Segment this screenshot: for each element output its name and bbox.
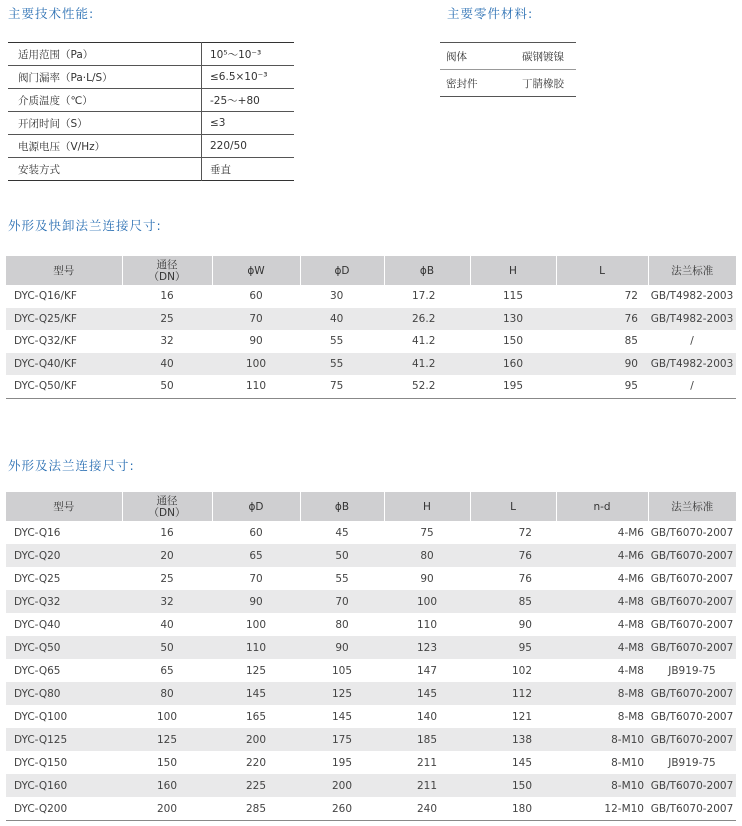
table-cell: 95 [470, 636, 556, 659]
table-cell: DYC-Q16 [14, 526, 61, 539]
table-cell: 145 [331, 710, 353, 723]
table-cell: / [690, 335, 694, 348]
table-cell: GB/T4982-2003 [648, 353, 736, 376]
table-row [6, 728, 736, 751]
table-cell: 76 [518, 572, 532, 585]
row-label: 适用范围（Pa） [8, 43, 202, 66]
table-cell: 200 [300, 774, 384, 797]
table-cell: 40 [300, 308, 384, 331]
table-cell: GB/T6070-2007 [648, 682, 736, 705]
table-row [6, 751, 736, 774]
table-cell: 32 [122, 590, 212, 613]
table-cell: DYC-Q20 [6, 544, 122, 567]
table-cell: 16 [160, 526, 174, 539]
table-cell: DYC-Q200 [6, 797, 122, 821]
table-cell: 76 [556, 308, 648, 331]
table-cell: 8-M8 [556, 682, 648, 705]
table-cell: 4-M6 [556, 544, 648, 567]
table-cell: 55 [330, 335, 344, 348]
spec-row [440, 70, 576, 97]
table-cell: 90 [300, 636, 384, 659]
header-l: L [470, 492, 556, 521]
table-cell: 76 [470, 544, 556, 567]
header-b: ϕB [300, 492, 384, 521]
table-cell: GB/T6070-2007 [648, 544, 736, 567]
table-cell: 147 [416, 664, 438, 677]
table-cell: 4-M8 [556, 636, 648, 659]
table-cell: DYC-Q50/KF [6, 375, 122, 398]
row-label: 开闭时间（S） [8, 112, 202, 135]
table-cell: 4-M8 [617, 664, 644, 677]
spec-row [8, 66, 294, 89]
table-row [6, 544, 736, 567]
table-row [6, 636, 736, 659]
table-cell: 90 [556, 353, 648, 376]
table-cell: 70 [300, 590, 384, 613]
table-cell: 138 [470, 728, 556, 751]
table-cell: 105 [331, 664, 353, 677]
header-dn: 通径 （DN） [122, 492, 212, 521]
table-cell: DYC-Q32/KF [14, 335, 77, 348]
table-cell: DYC-Q32 [6, 590, 122, 613]
table-cell: / [648, 375, 736, 398]
header-d: ϕD [300, 256, 384, 285]
kf-dimension-table [6, 256, 736, 399]
table-cell: 200 [212, 728, 300, 751]
table-row [6, 308, 736, 331]
table-cell: 100 [384, 590, 470, 613]
table-cell: 260 [300, 797, 384, 821]
table-cell: GB/T4982-2003 [650, 290, 734, 303]
table-cell: 211 [384, 774, 470, 797]
table-row [6, 613, 736, 636]
table-cell: GB/T6070-2007 [650, 710, 734, 723]
table-cell: 50 [300, 544, 384, 567]
spec-row [8, 135, 294, 158]
table-cell: 220 [245, 756, 267, 769]
table-cell: 110 [212, 375, 300, 398]
table-cell: 225 [212, 774, 300, 797]
table-cell: 25 [122, 308, 212, 331]
table-row [6, 330, 736, 353]
table-cell: GB/T6070-2007 [650, 526, 734, 539]
table-cell: JB919-75 [668, 756, 716, 769]
table-cell: 72 [624, 290, 638, 303]
table-cell: 20 [122, 544, 212, 567]
table-cell: 125 [245, 664, 267, 677]
table-cell: 121 [511, 710, 532, 723]
table-cell: 8-M10 [611, 756, 644, 769]
header-standard: 法兰标准 [648, 492, 736, 521]
spec-row [440, 43, 576, 70]
table-row [6, 567, 736, 590]
table-cell: 200 [122, 797, 212, 821]
row-value: -25～+80 [202, 89, 295, 112]
table-cell: 4-M6 [617, 572, 644, 585]
row-label: 电源电压（V/Hz） [8, 135, 202, 158]
table-cell: DYC-Q50 [6, 636, 122, 659]
table-cell: JB919-75 [668, 664, 716, 677]
table-cell: 175 [300, 728, 384, 751]
table-cell: 145 [212, 682, 300, 705]
table-row [6, 521, 736, 544]
header-l: L [556, 256, 648, 285]
kf-dimension-title: 外形及快卸法兰连接尺寸: [8, 218, 162, 233]
table-cell: 165 [245, 710, 267, 723]
table-cell: 100 [245, 618, 267, 631]
row-value: 垂直 [202, 158, 295, 181]
header-d: ϕD [212, 492, 300, 521]
table-cell: 65 [160, 664, 174, 677]
header-h: H [470, 256, 556, 285]
header-model: 型号 [6, 256, 122, 285]
table-cell: 4-M6 [617, 526, 644, 539]
row-label: 安装方式 [8, 158, 202, 181]
table-cell: 115 [502, 290, 524, 303]
table-cell: 8-M8 [617, 710, 644, 723]
table-cell: 41.2 [412, 335, 436, 348]
table-cell: 180 [470, 797, 556, 821]
table-cell: GB/T6070-2007 [648, 590, 736, 613]
table-cell: 160 [122, 774, 212, 797]
table-cell: 4-M8 [617, 618, 644, 631]
table-cell: 60 [249, 290, 263, 303]
header-h: H [384, 492, 470, 521]
table-cell: 72 [518, 526, 532, 539]
row-label: 阀门漏率（Pa·L/S） [8, 66, 202, 89]
table-row [6, 797, 736, 821]
table-row [6, 375, 736, 398]
table-row [6, 774, 736, 797]
table-cell: 240 [384, 797, 470, 821]
table-cell: 90 [249, 335, 263, 348]
table-cell: 30 [330, 290, 344, 303]
table-cell: DYC-Q100 [14, 710, 68, 723]
table-cell: GB/T4982-2003 [648, 308, 736, 331]
table-cell: 100 [212, 353, 300, 376]
table-cell: 32 [160, 335, 174, 348]
table-row [6, 285, 736, 308]
material-title: 主要零件材料: [447, 6, 534, 21]
table-cell: 60 [249, 526, 263, 539]
table-cell: 150 [156, 756, 178, 769]
table-cell: 145 [384, 682, 470, 705]
spec-title: 主要技术性能: [8, 6, 95, 21]
table-cell: 80 [384, 544, 470, 567]
row-value: 碳钢镀镍 [516, 43, 576, 70]
table-cell: 100 [156, 710, 178, 723]
table-cell: 55 [300, 353, 384, 376]
row-value: 10⁵～10⁻³ [210, 48, 262, 61]
table-cell: 85 [624, 335, 638, 348]
header-model: 型号 [6, 492, 122, 521]
table-cell: 75 [420, 526, 434, 539]
table-cell: 150 [470, 774, 556, 797]
table-header-row [6, 256, 736, 285]
table-cell: 17.2 [412, 290, 436, 303]
table-cell: 4-M8 [556, 590, 648, 613]
table-cell: GB/T6070-2007 [648, 636, 736, 659]
table-cell: DYC-Q160 [6, 774, 122, 797]
table-row [6, 353, 736, 376]
row-label: 密封件 [446, 77, 478, 90]
table-cell: 195 [331, 756, 353, 769]
table-cell: 41.2 [384, 353, 470, 376]
table-cell: DYC-Q125 [6, 728, 122, 751]
table-cell: DYC-Q40/KF [6, 353, 122, 376]
table-cell: 8-M10 [556, 728, 648, 751]
table-cell: 80 [335, 618, 349, 631]
table-cell: GB/T6070-2007 [648, 728, 736, 751]
table-cell: 65 [212, 544, 300, 567]
table-cell: 50 [122, 636, 212, 659]
table-cell: 8-M10 [556, 774, 648, 797]
table-cell: 102 [511, 664, 532, 677]
table-cell: 16 [160, 290, 174, 303]
header-dn: 通径 （DN） [122, 256, 212, 285]
spec-row [8, 43, 294, 66]
table-header-row [6, 492, 736, 521]
row-value: ≤6.5×10⁻³ [202, 66, 295, 89]
table-cell: 130 [470, 308, 556, 331]
table-cell: 110 [416, 618, 438, 631]
table-cell: DYC-Q40 [14, 618, 61, 631]
spec-row [8, 112, 294, 135]
table-cell: 12-M10 [556, 797, 648, 821]
spec-table [8, 42, 294, 181]
row-label: 阀体 [440, 43, 516, 70]
table-cell: 85 [470, 590, 556, 613]
table-cell: DYC-Q25/KF [6, 308, 122, 331]
table-cell: 160 [470, 353, 556, 376]
table-cell: 90 [420, 572, 434, 585]
header-nd: n-d [556, 492, 648, 521]
row-value: 丁腈橡胶 [522, 77, 564, 90]
table-cell: 25 [160, 572, 174, 585]
table-cell: 70 [249, 572, 263, 585]
table-cell: 90 [518, 618, 532, 631]
row-value: ≤3 [202, 112, 295, 135]
table-cell: 52.2 [384, 375, 470, 398]
header-b: ϕB [384, 256, 470, 285]
table-cell: 110 [212, 636, 300, 659]
table-cell: 40 [122, 353, 212, 376]
spec-row [8, 158, 294, 181]
table-cell: 150 [502, 335, 524, 348]
table-cell: DYC-Q80 [6, 682, 122, 705]
table-cell: 95 [556, 375, 648, 398]
table-cell: 195 [470, 375, 556, 398]
table-cell: DYC-Q16/KF [14, 290, 77, 303]
table-row [6, 659, 736, 682]
table-cell: 40 [160, 618, 174, 631]
table-cell: 50 [122, 375, 212, 398]
material-table [440, 42, 576, 97]
table-cell: 211 [416, 756, 438, 769]
header-w: ϕW [212, 256, 300, 285]
row-label: 介质温度（℃） [8, 89, 202, 112]
table-cell: 123 [384, 636, 470, 659]
table-cell: 26.2 [384, 308, 470, 331]
table-cell: DYC-Q150 [14, 756, 68, 769]
table-cell: DYC-Q65 [14, 664, 61, 677]
spec-row [8, 89, 294, 112]
table-cell: 70 [212, 308, 300, 331]
table-row [6, 705, 736, 728]
row-value: 220/50 [202, 135, 295, 158]
table-cell: 90 [212, 590, 300, 613]
table-row [6, 682, 736, 705]
table-cell: 285 [212, 797, 300, 821]
table-cell: GB/T6070-2007 [650, 572, 734, 585]
table-cell: 140 [416, 710, 438, 723]
table-cell: 145 [511, 756, 532, 769]
table-cell: 112 [470, 682, 556, 705]
table-cell: GB/T6070-2007 [650, 618, 734, 631]
table-cell: 125 [122, 728, 212, 751]
table-cell: DYC-Q25 [14, 572, 61, 585]
header-standard: 法兰标准 [648, 256, 736, 285]
flange-dimension-title: 外形及法兰连接尺寸: [8, 458, 135, 473]
table-cell: GB/T6070-2007 [648, 774, 736, 797]
table-cell: 45 [335, 526, 349, 539]
table-cell: GB/T6070-2007 [648, 797, 736, 821]
table-cell: 75 [300, 375, 384, 398]
table-cell: 185 [384, 728, 470, 751]
table-cell: 125 [300, 682, 384, 705]
table-row [6, 590, 736, 613]
table-cell: 55 [335, 572, 349, 585]
table-cell: 80 [122, 682, 212, 705]
flange-dimension-table [6, 492, 736, 821]
